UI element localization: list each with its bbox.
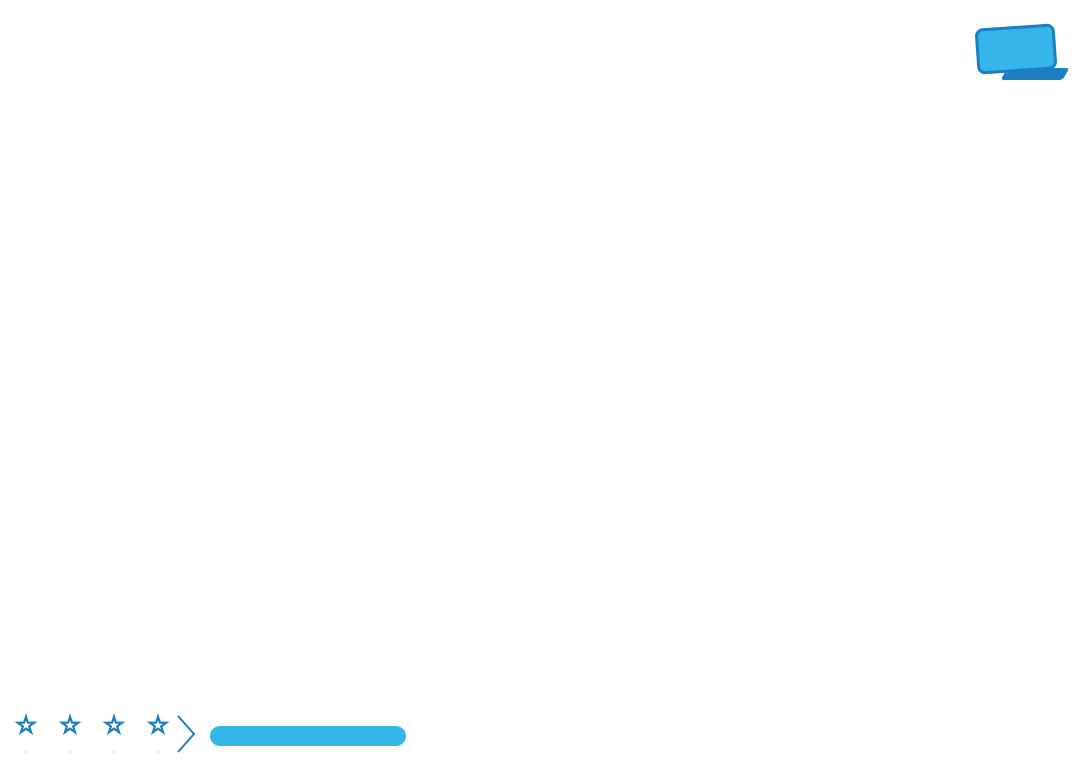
left-line-12 [40,541,54,559]
star-icon: ☆ [103,711,125,739]
bottom-leaf-border [420,718,1020,742]
star-rating-row [6,712,190,756]
left-line-2 [40,149,54,167]
star-item [6,712,46,757]
star-item [50,712,90,757]
chevron-right-icon [176,714,198,754]
star-icon: ☆ [15,711,37,739]
column-divider [512,108,530,678]
right-line-12 [568,522,582,540]
subject-badge [974,23,1057,74]
right-line-14 [568,596,582,614]
star-icon: ☆ [147,711,169,739]
left-line-8 [40,384,54,402]
star-item [138,712,178,757]
right-line-3 [568,185,582,203]
star-item [94,712,134,757]
footer-slogan [210,726,406,746]
star-icon: ☆ [59,711,81,739]
right-line-10 [568,449,582,467]
top-leaf-border [14,36,974,60]
left-line-14 [40,620,54,638]
right-leaf-border [1020,90,1070,710]
right-line-7 [568,339,582,357]
